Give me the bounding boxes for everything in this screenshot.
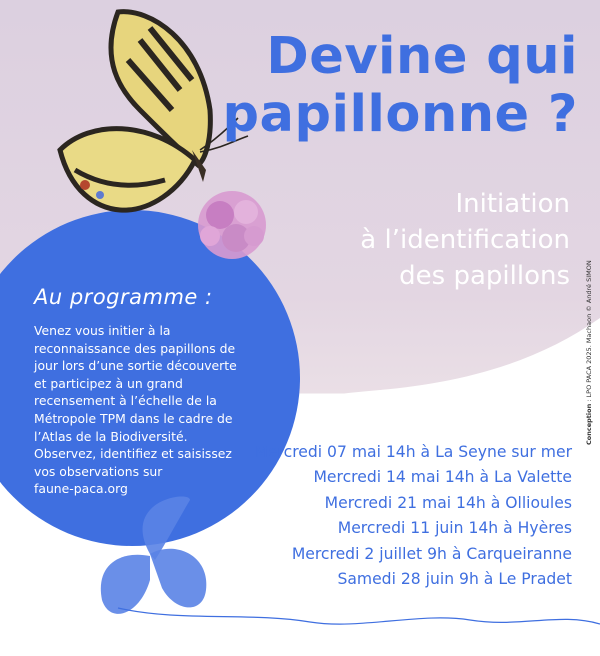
machaon-butterfly-photo xyxy=(60,12,248,210)
poster-subtitle xyxy=(360,186,570,294)
event-date-item: Mercredi 07 mai 14h à La Seyne sur mer xyxy=(254,443,572,461)
programme-line: Métropole TPM dans le cadre de xyxy=(34,410,233,426)
programme-link[interactable]: faune-paca.org xyxy=(34,481,128,497)
programme-heading: Au programme : xyxy=(34,285,213,309)
subtitle-line-3: des papillons xyxy=(399,261,570,291)
programme-line: jour lors d’une sortie découverte xyxy=(34,358,237,374)
programme-line: reconnaissance des papillons de xyxy=(34,340,236,356)
subtitle-line-1: Initiation xyxy=(455,189,570,219)
title-line-2: papillonne ? xyxy=(222,85,578,144)
subtitle-line-2: à l’identification xyxy=(360,225,570,255)
title-line-1: Devine qui xyxy=(266,27,578,86)
programme-line: l’Atlas de la Biodiversité. xyxy=(34,428,188,444)
event-date-item: Mercredi 11 juin 14h à Hyères xyxy=(337,519,572,538)
event-date-item: Mercredi 2 juillet 9h à Carqueiranne xyxy=(291,544,572,563)
programme-line: vos observations sur xyxy=(34,463,163,479)
event-date-item: Mercredi 21 mai 14h à Ollioules xyxy=(324,493,572,512)
programme-line: et participez à un grand xyxy=(34,375,183,391)
programme-line: Venez vous initier à la xyxy=(34,323,171,338)
credit-label: Conception xyxy=(585,403,593,445)
credit-text: : LPO PACA 2025. Machaon © André SIMON xyxy=(585,260,593,404)
photo-credit xyxy=(585,260,593,445)
programme-text xyxy=(34,322,264,498)
programme-line: Observez, identifiez et saisissez xyxy=(34,446,232,462)
poster-title xyxy=(223,28,578,144)
event-date-item: Samedi 28 juin 9h à Le Pradet xyxy=(337,570,572,589)
programme-line: recensement à l’échelle de la xyxy=(34,393,217,409)
event-dates-list xyxy=(255,440,573,592)
event-date-item: Mercredi 14 mai 14h à La Valette xyxy=(313,468,572,487)
scabious-flower xyxy=(198,191,266,259)
